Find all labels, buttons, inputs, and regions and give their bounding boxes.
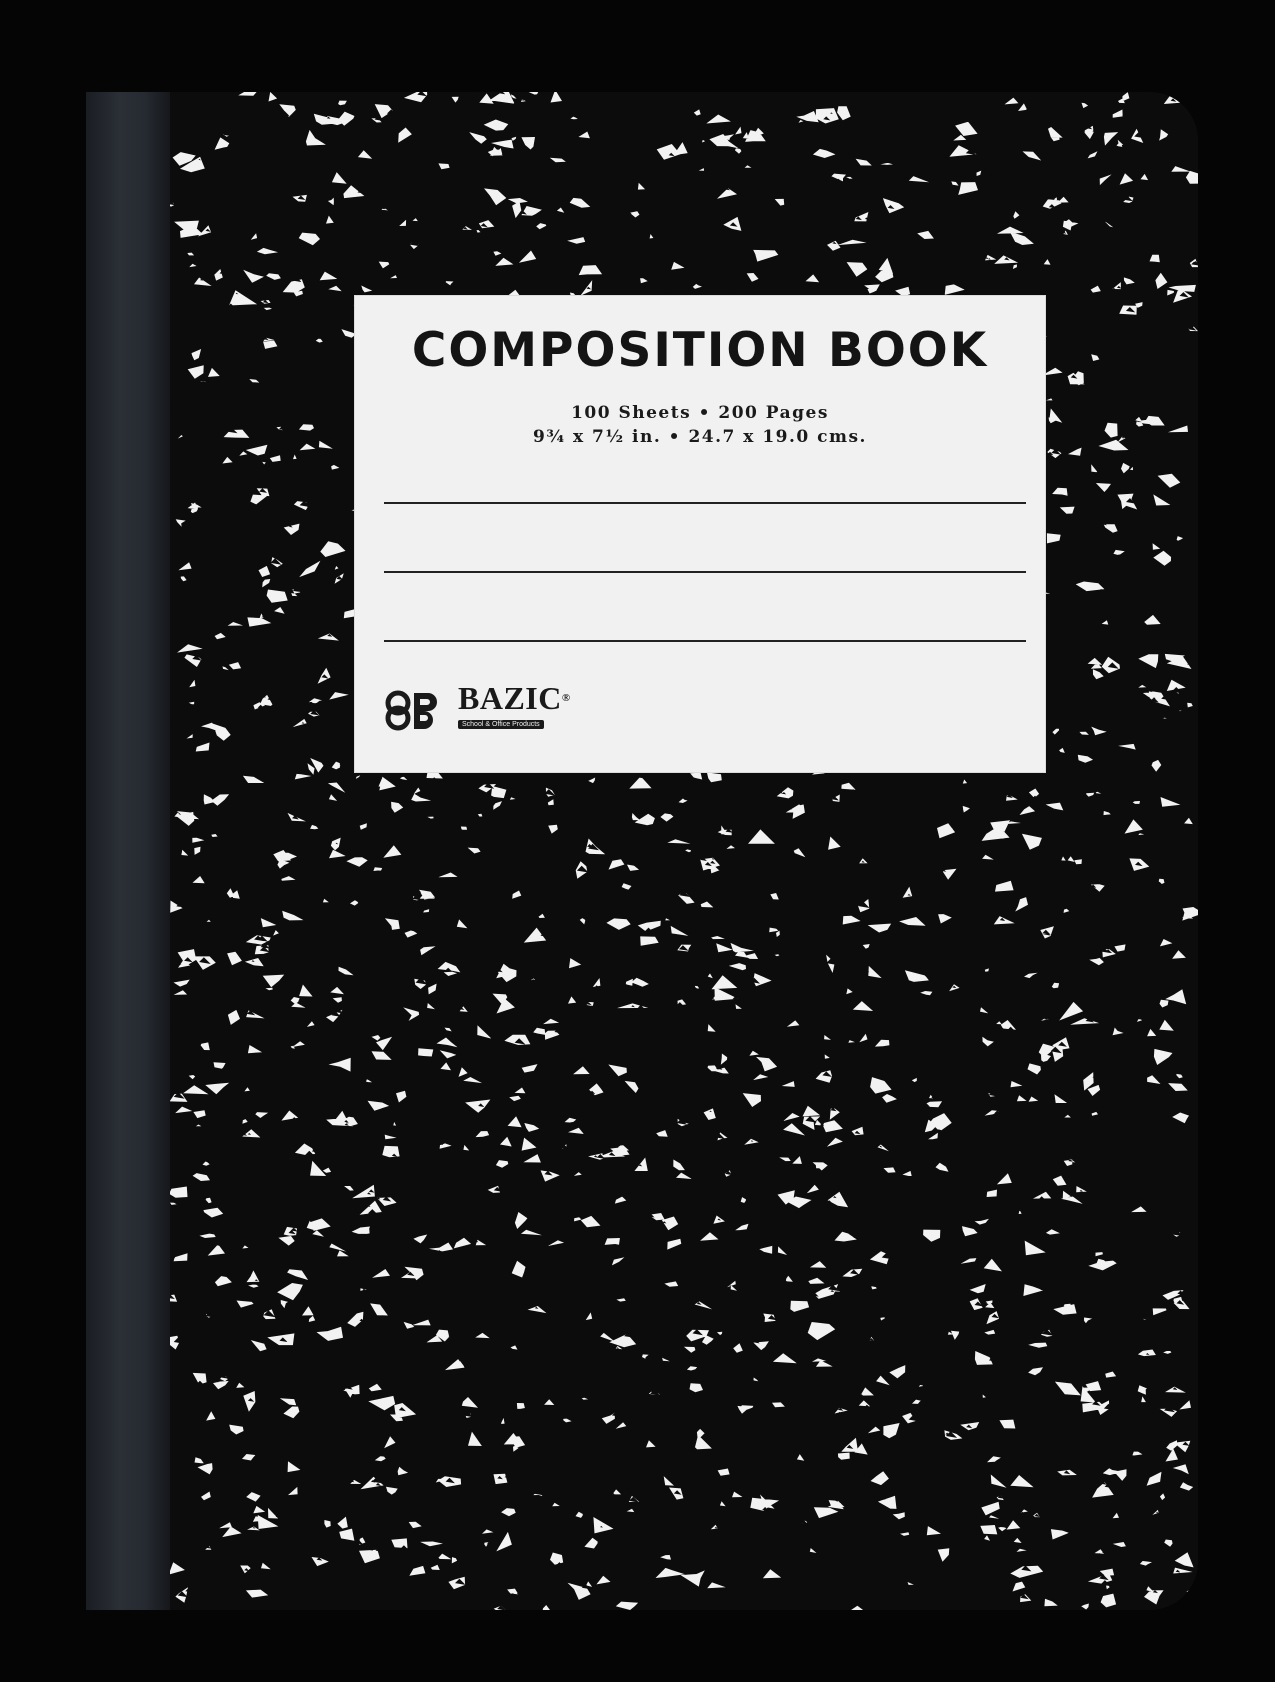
write-line — [384, 571, 1026, 573]
specs-sheets-pages: 100 Sheets • 200 Pages — [571, 403, 829, 423]
bazic-logo-icon — [384, 687, 456, 731]
label-title: COMPOSITION BOOK — [411, 323, 989, 378]
write-line — [384, 502, 1026, 504]
specs-dimensions: 9¾ x 7½ in. • 24.7 x 19.0 cms. — [533, 427, 867, 447]
cover-label — [354, 295, 1046, 773]
binding-spine — [86, 92, 170, 1610]
brand-logo — [384, 680, 571, 731]
brand-tagline: School & Office Products — [458, 720, 544, 729]
label-specs — [354, 401, 1046, 449]
write-line — [384, 640, 1026, 642]
registered-mark: ® — [561, 692, 571, 704]
brand-name: BAZIC® — [458, 680, 571, 716]
